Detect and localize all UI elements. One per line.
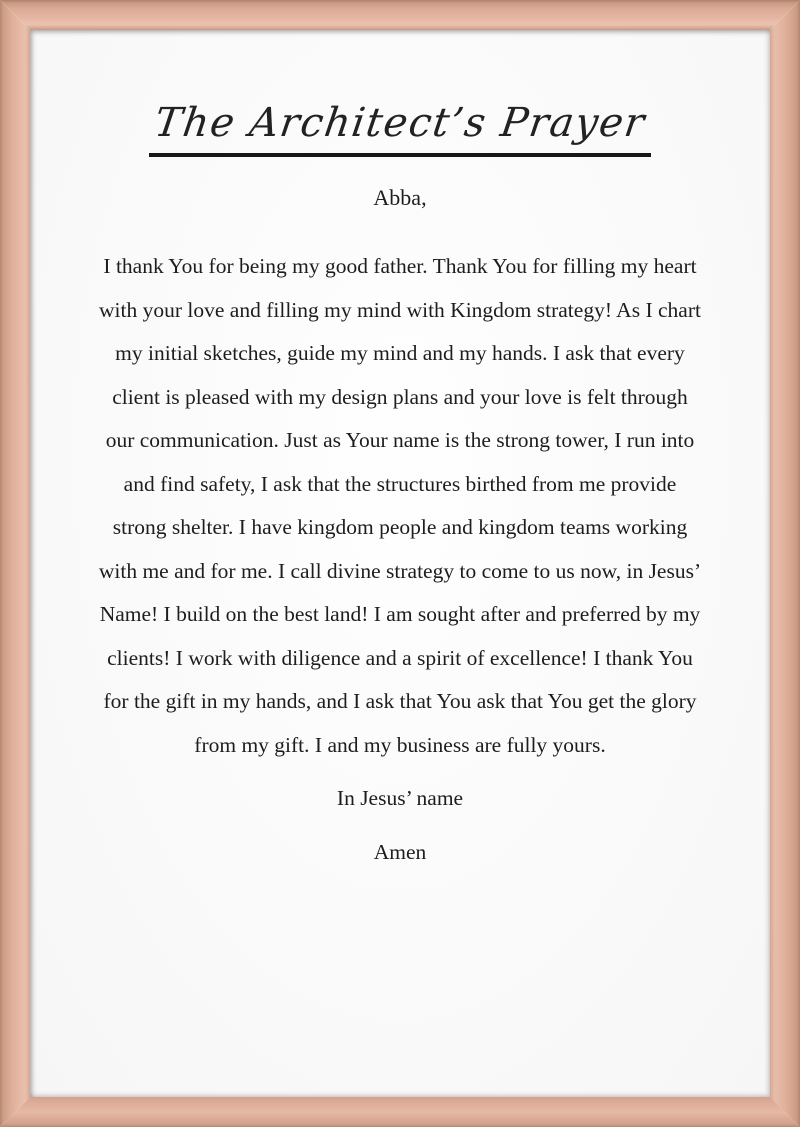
title-block	[30, 100, 770, 157]
closing-amen: Amen	[373, 839, 427, 864]
prayer-body-line: with me and for me. I call divine strategy to come to us now, in Jesus’	[98, 558, 702, 583]
prayer-body-line: from my gift. I and my business are fully yours.	[194, 732, 606, 757]
closing-in-jesus-name: In Jesus’ name	[336, 786, 464, 810]
prayer-body-line: Name! I build on the best land! I am sought after and preferred by my	[99, 602, 701, 626]
prayer-body-line: my initial sketches, guide my mind and my hands. I ask that every	[115, 341, 685, 365]
prayer-body-line: clients! I work with diligence and a spirit of excellence! I thank You	[107, 645, 693, 670]
title-underline	[149, 100, 651, 157]
frame-right-rail	[770, 0, 800, 1127]
prayer-paper	[30, 30, 770, 1097]
prayer-body-line: our communication. Just as Your name is the strong tower, I run into	[105, 428, 695, 452]
prayer-body-line: strong shelter. I have kingdom people and kingdom teams working	[112, 515, 688, 539]
prayer-body-line: and find safety, I ask that the structures birthed from me provide	[123, 471, 677, 496]
frame-left-rail	[0, 0, 30, 1127]
prayer-body-line: with your love and filling my mind with Kingdom strategy! As I chart	[99, 297, 701, 322]
frame-top-rail	[0, 0, 800, 30]
prayer-body-line: I thank You for being my good father. Thank You for filling my heart	[103, 254, 697, 278]
prayer-body-line: client is pleased with my design plans and your love is felt through	[112, 384, 688, 409]
prayer-body	[30, 245, 770, 767]
frame-bottom-rail	[0, 1097, 800, 1127]
salutation-text: Abba,	[373, 185, 427, 210]
prayer-body-line: for the gift in my hands, and I ask that You ask that You get the glory	[103, 689, 697, 713]
page-title: The Architect’s Prayer	[151, 100, 649, 146]
